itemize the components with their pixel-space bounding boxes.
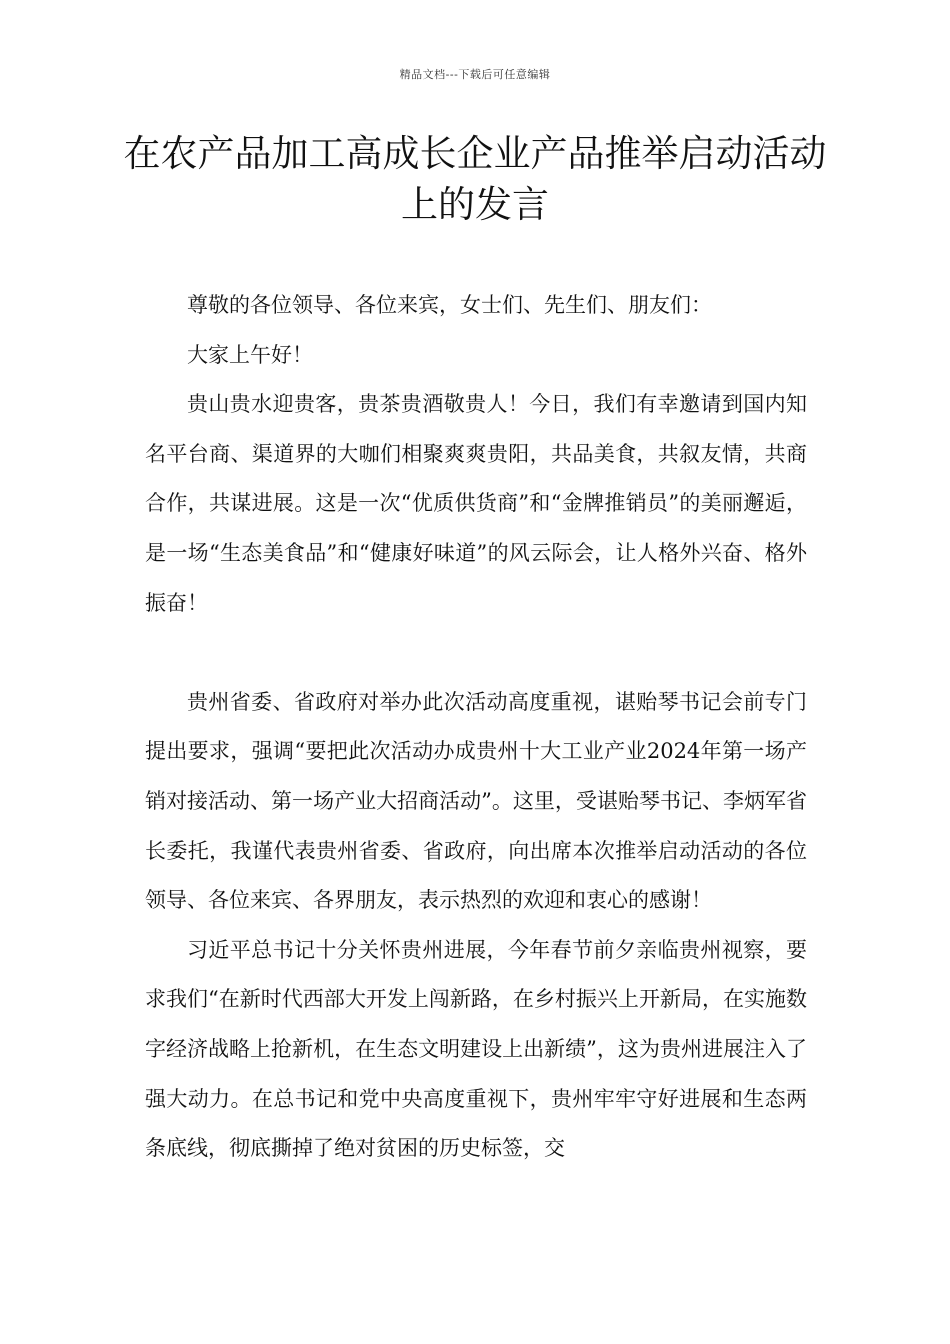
paragraph: 习近平总书记十分关怀贵州进展，今年春节前夕亲临贵州视察，要求我们“在新时代西部大开发上闯新路，在乡村振兴上开新局，在实施数字经济战略上抢新机，在生态文明建设上出新绩”，这为贵州进展注入了强大动力。在总书记和党中央高度重视下，贵州牢牢守好进展和生态两条底线，彻底撕掉了绝对贫困的历史标签，交 <box>145 937 807 1161</box>
greeting: 大家上午好！ <box>187 342 313 367</box>
paragraph-gap <box>145 628 807 678</box>
document-body <box>145 281 807 1174</box>
paragraph: 贵山贵水迎贵客，贵茶贵酒敬贵人！今日，我们有幸邀请到国内知名平台商、渠道界的大咖们相聚爽爽贵阳，共品美食，共叙友情，共商合作，共谋进展。这是一次“优质供货商”和“金牌推销员”的美丽邂逅，是一场“生态美食品”和“健康好味道”的风云际会，让人格外兴奋、格外振奋！ <box>145 392 807 615</box>
document-title: 在农产品加工高成长企业产品推举启动活动上的发言 <box>123 132 827 226</box>
paragraph: 贵州省委、省政府对举办此次活动高度重视，谌贻琴书记会前专门提出要求，强调“要把此次活动办成贵州十大工业产业2024年第一场产销对接活动、第一场产业大招商活动”。这里，受谌贻琴书记、李炳军省长委托，我谨代表贵州省委、省政府，向出席本次推举启动活动的各位领导、各位来宾、各界朋友，表示热烈的欢迎和衷心的感谢！ <box>145 689 807 913</box>
salutation: 尊敬的各位领导、各位来宾，女士们、先生们、朋友们： <box>187 293 712 317</box>
page-header: 精品文档---下载后可任意编辑 <box>399 68 551 81</box>
